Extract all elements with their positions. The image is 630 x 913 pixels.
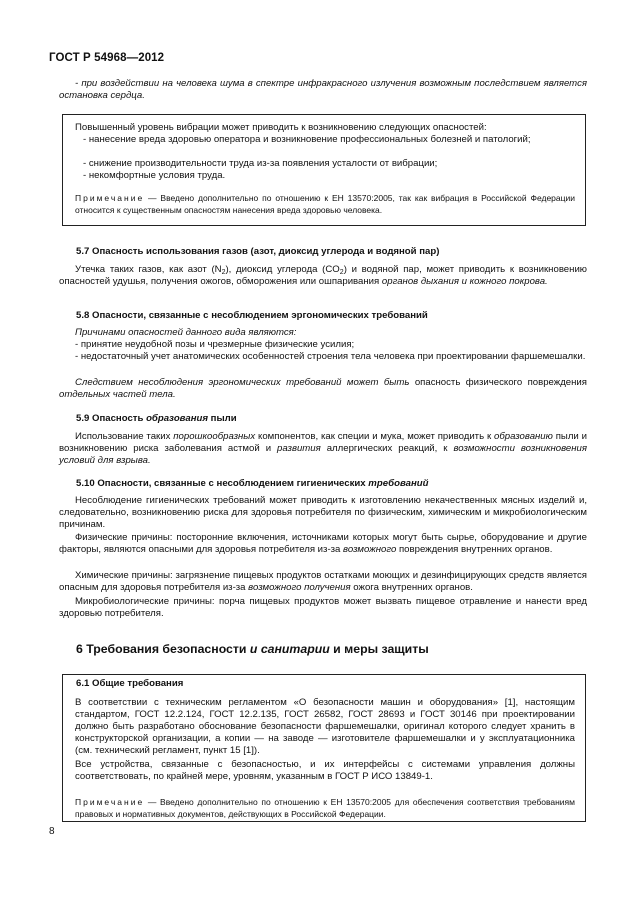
section-6-1-p1: В соответствии с техническим регламентом «О безопасности машин и оборудования» [1], настоящим стандартом, ГОСТ 12.2.124, ГОСТ 12.2.135, ГОСТ 26582, ГОСТ 28693 и ГОСТ 30146 при проектировании должно быть разработано обоснование безопасности фаршемешалки, оригинал которого следует хранить в конструкторской организации, а копии — на заводе — изготовителе фаршемешалки и у эксплуатационника (см. технический регламент, пункт 15 [1]). [75,697,575,757]
s57-t4: органов дыхания и кожного покрова. [381,276,548,288]
section-5-8-title: 5.8 Опасности, связанные с несоблюдением эргономических требований [76,310,428,321]
vibration-item-3: - некомфортные условия труда. [83,170,226,181]
section-6-1-p2: Все устройства, связанные с безопасностью, и их интерфейсы с системами управления должны соответствовать, по крайней мере, уровням, указанным в ГОСТ Р ИСО 13849-1. [75,759,575,783]
note-text: — Введено дополнительно по отношению к ЕН 13570:2005 для обеспечения соответствия требованиям правовых и нормативных документов, действующих в Российской Федерации. [75,797,575,819]
s59-t6: развития [277,443,321,455]
s59-title-a: 5.9 Опасность [76,413,147,424]
vibration-note [75,192,575,216]
general-requirements-box [62,674,586,822]
s59-t5: пыли и возникновению риска заболевания астмой и [59,431,587,455]
intro-text: - при воздействии на человека шума в спектре инфракрасного излучения возможным последствием является остановка сердца. [59,78,587,102]
section-5-8-p1 [59,327,587,339]
section-5-8-p4 [59,377,587,401]
s59-title-c: пыли [208,413,237,424]
s59-t1: Использование таких [75,431,174,442]
vibration-lead: Повышенный уровень вибрации может приводить к возникновению следующих опасностей: [75,122,487,133]
s510-p2c: повреждения внутренних органов. [396,544,553,556]
s59-t2: порошкообразных [173,431,256,442]
section-5-10-title [76,478,586,490]
s510-p3c: ожога внутренних органов. [350,582,473,594]
s58-p4c: отдельных частей тела. [59,389,176,401]
vibration-box [62,114,586,226]
section-5-9-text [59,431,587,467]
vibration-item-2: - снижение производительности труда из-за появления усталости от вибрации; [83,158,438,169]
note-label: Примечание [75,797,145,807]
section-5-10-p2 [59,532,587,556]
s510-p3b: возможного получения [248,582,351,594]
section-6-1-note [75,796,575,820]
s6-title-a: 6 Требования безопасности [76,642,250,656]
s59-title-b: образования [146,413,208,424]
s58-p4a: Следствием несоблюдения эргономических требований может быть [75,377,410,388]
section-5-8-p2: - принятие неудобной позы и чрезмерные физические усилия; [75,339,355,350]
s510-title-a: 5.10 Опасности, связанные с несоблюдением гигиенических [76,478,369,489]
s58-p4b: опасность физического повреждения [409,377,587,388]
document-header: ГОСТ Р 54968—2012 [49,52,165,64]
section-5-7-title: 5.7 Опасность использования газов (азот, диоксид углерода и водяной пар) [76,246,440,257]
s510-p2b: возможного [343,544,397,556]
page-number: 8 [49,826,55,837]
note-text: — Введено дополнительно по отношению к ЕН 13570:2005, так как вибрация в Российской Федерации относится к существенным опасностям нанесения вреда здоровью человека. [75,193,575,215]
s59-t7: аллергических реакций, к [320,443,454,455]
section-6-title [76,642,429,656]
section-5-10-p4: Микробиологические причины: порча пищевых продуктов может вызвать пищевое отравление и нанести вред здоровью потребителя. [59,596,587,620]
section-5-10-p3 [59,570,587,594]
s57-t2: ), диоксид углерода (CO [225,264,340,275]
note-label: Примечание [75,193,145,203]
s510-title-b: требований [368,478,429,489]
s58-p1: Причинами опасностей данного вида являются: [75,327,297,338]
vibration-item-1: - нанесение вреда здоровью оператора и возникновение профессиональных болезней и патологий; [83,134,531,145]
s59-t8: возможности возникновения условий для взрыва. [59,443,587,467]
section-5-10-p1: Несоблюдение гигиенических требований может приводить к изготовлению некачественных мясных изделий и, следовательно, возникновению риска для здоровья потребителя по физическим, химическим и микробиологическим причинам. [59,495,587,531]
s59-t4: образованию [494,431,553,442]
s59-t3: компонентов, как специи и мука, может приводить к [255,431,495,442]
section-5-7-text [59,264,587,288]
s6-title-c: и меры защиты [329,642,429,656]
s57-t1: Утечка таких газов, как азот (N [75,264,222,275]
s510-p2a: Физические причины: посторонние включения, источниками которых могут быть сырье, оборудование и другие факторы, являются опасными для здоровья потребителя из-за [59,532,587,556]
intro-paragraph [59,78,587,102]
section-6-1-title: 6.1 Общие требования [76,678,184,689]
section-5-9-title [76,413,586,425]
s57-sub2: 2 [339,269,344,276]
s510-p3a: Химические причины: загрязнение пищевых продуктов остатками моющих и дезинфицирующих средств является опасным для здоровья потребителя из-за [59,570,587,594]
s57-sub1: 2 [221,269,226,276]
s57-t3: ) и водяной пар, может приводить к возникновению опасностей удушья, получения ожогов, обморожения или ошпаривания [59,264,587,288]
s6-title-b: и санитарии [249,642,330,656]
section-5-8-p3: - недостаточный учет анатомических особенностей строения тела человека при проектировании фаршемешалки. [75,351,586,362]
